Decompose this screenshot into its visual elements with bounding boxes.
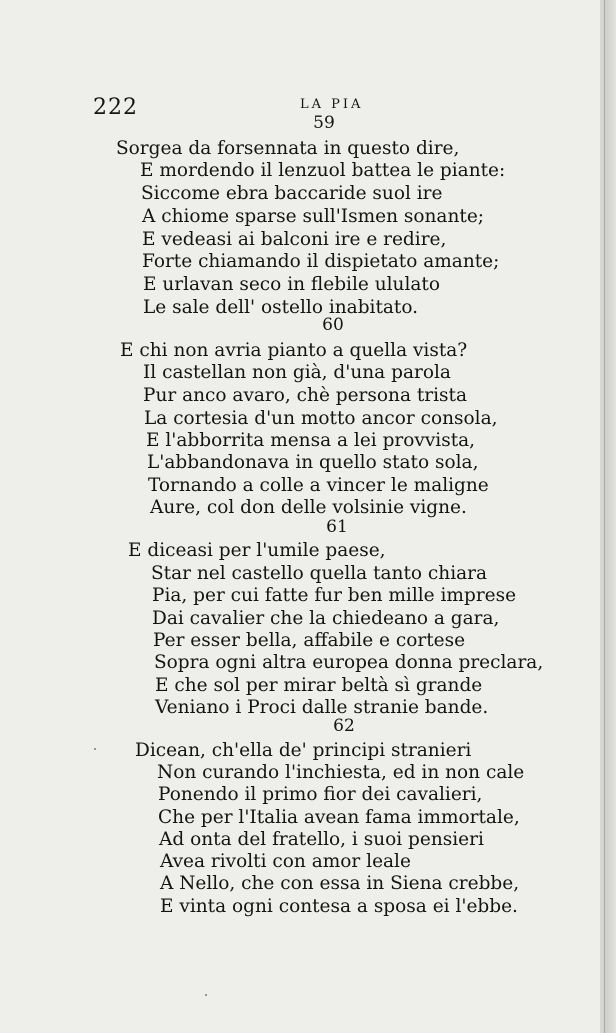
verse-line: Siccome ebra baccaride suol ire — [141, 183, 443, 204]
verse-line: Ad onta del fratello, i suoi pensieri — [159, 829, 484, 850]
verse-line: Pia, per cui fatte fur ben mille imprese — [152, 585, 517, 606]
verse-line: Non curando l'inchiesta, ed in non cale — [157, 762, 525, 783]
verse-line: Veniano i Proci dalle stranie bande. — [155, 697, 489, 718]
verse-line: E vinta ogni contesa a sposa ei l'ebbe. — [160, 896, 518, 917]
page-edge — [600, 0, 616, 1033]
verse-line: E urlavan seco in flebile ululato — [143, 274, 440, 295]
verse-line: Le sale dell' ostello inabitato. — [143, 297, 419, 318]
stanza-number: 61 — [326, 517, 348, 537]
running-title: LA PIA — [300, 97, 364, 112]
verse-line: A Nello, che con essa in Siena crebbe, — [160, 873, 520, 894]
verse-line: Per esser bella, affabile e cortese — [153, 630, 466, 651]
verse-line: Dai cavalier che la chiedeano a gara, — [152, 608, 500, 629]
verse-line: Che per l'Italia avean fama immortale, — [158, 807, 520, 828]
verse-line: Dicean, ch'ella de' principi stranieri — [135, 740, 472, 761]
paper-speck — [94, 748, 96, 750]
verse-line: E l'abborrita mensa a lei provvista, — [146, 430, 476, 451]
verse-line: Sorgea da forsennata in questo dire, — [116, 138, 460, 159]
verse-line: La cortesia d'un motto ancor consola, — [144, 408, 498, 429]
verse-line: E mordendo il lenzuol battea le piante: — [140, 160, 506, 181]
verse-line: E chi non avria pianto a quella vista? — [120, 340, 468, 361]
verse-line: Star nel castello quella tanto chiara — [151, 563, 488, 584]
verse-line: Aure, col don delle volsinie vigne. — [150, 497, 467, 518]
verse-line: Pur anco avaro, chè persona trista — [143, 385, 468, 406]
verse-line: Forte chiamando il dispietato amante; — [142, 251, 500, 272]
verse-line: A chiome sparse sull'Ismen sonante; — [142, 206, 484, 227]
stanza-number: 60 — [322, 315, 344, 335]
verse-line: E vedeasi ai balconi ire e redire, — [142, 229, 447, 250]
verse-line: Il castellan non già, d'una parola — [143, 362, 451, 383]
page-number: 222 — [93, 95, 138, 120]
verse-line: Avea rivolti con amor leale — [160, 851, 411, 872]
verse-line: Tornando a colle a vincer le maligne — [148, 475, 489, 496]
stanza-number: 62 — [333, 716, 355, 736]
verse-line: Sopra ogni altra europea donna preclara, — [154, 652, 544, 673]
stanza-number: 59 — [313, 113, 335, 133]
verse-line: L'abbandonava in quello stato sola, — [147, 452, 479, 473]
verse-line: E che sol per mirar beltà sì grande — [155, 675, 483, 696]
verse-line: Ponendo il primo fior dei cavalieri, — [158, 784, 483, 805]
paper-speck — [205, 994, 207, 996]
verse-line: E diceasi per l'umile paese, — [128, 540, 386, 561]
